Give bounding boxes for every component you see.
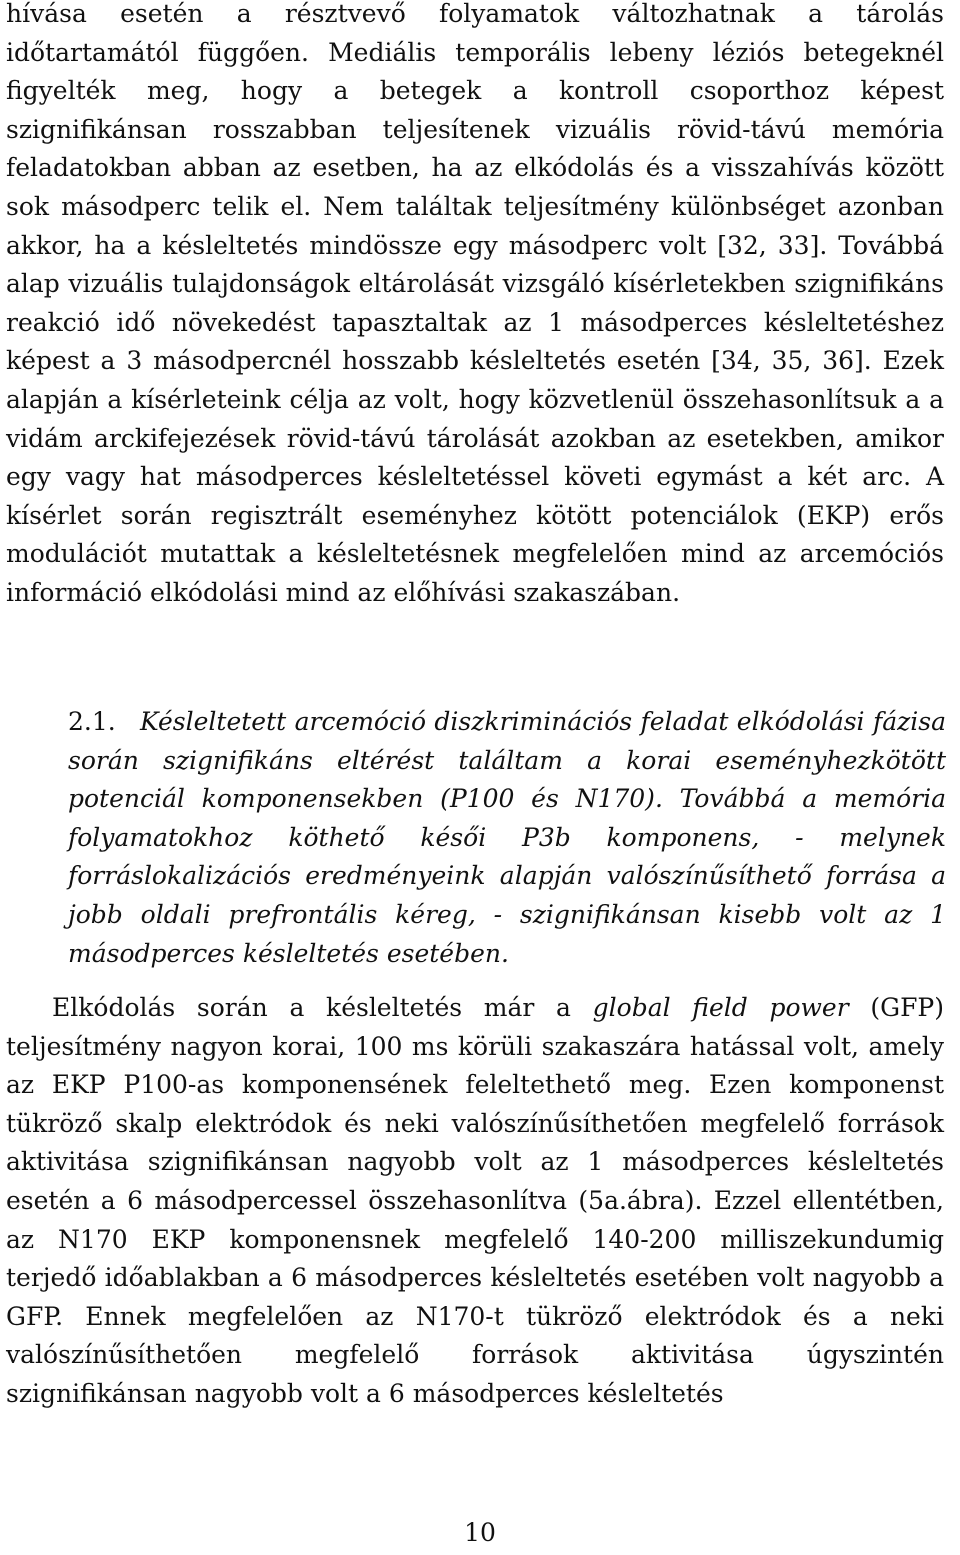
claim-text: Késleltetett arcemóció diszkriminációs feladat elkódolási fázisa során szignifikáns eltérést találtam a korai eseményhezkötött potenciál komponensekben (P100 és N170). Továbbá a memória folyamatokhoz köthető késői P3b komponens, - melynek forráslokalizációs eredményeink alapján valószínűsíthető forrása a jobb oldali prefrontális kéreg, - szignifikánsan kisebb volt az 1 másodperces késleltetés esetében. bbox=[68, 707, 946, 968]
page-number: 10 bbox=[464, 1518, 496, 1547]
paragraph-2-text-start: Elkódolás során a késleltetés már a bbox=[52, 993, 593, 1022]
body-paragraph-2 bbox=[6, 989, 944, 1414]
thesis-claim bbox=[68, 703, 946, 973]
claim-number: 2.1. bbox=[68, 707, 116, 736]
body-paragraph-1: hívása esetén a résztvevő folyamatok változhatnak a tárolás időtartamától függően. Mediális temporális lebeny léziós betegeknél figyelték meg, hogy a betegek a kontroll csoporthoz képest szignifikánsan rosszabban teljesítenek vizuális rövid-távú memória feladatokban abban az esetben, ha az elkódolás és a visszahívás között sok másodperc telik el. Nem találtak teljesítmény különbséget azonban akkor, ha a késleltetés mindössze egy másodperc volt [32, 33]. Továbbá alap vizuális tulajdonságok eltárolását vizsgáló kísérletekben szignifikáns reakció idő növekedést tapasztaltak az 1 másodperces késleltetéshez képest a 3 másodpercnél hosszabb késleltetés esetén [34, 35, 36]. Ezek alapján a kísérleteink célja az volt, hogy közvetlenül összehasonlítsuk a a vidám arckifejezések rövid-távú tárolását azokban az esetekben, amikor egy vagy hat másodperces késleltetéssel követi egymást a két arc. A kísérlet során regisztrált eseményhez kötött potenciálok (EKP) erős modulációt mutattak a késleltetésnek megfelelően mind az arcemóciós információ elkódolási mind az előhívási szakaszában. bbox=[6, 0, 944, 607]
paragraph-2-text-rest: (GFP) teljesítmény nagyon korai, 100 ms körüli szakaszára hatással volt, amely az EKP P100-as komponensének feleltethető meg. Ezen komponenst tükröző skalp elektródok és neki valószínűsíthetően megfelelő források aktivitása szignifikánsan nagyobb volt az 1 másodperces késleltetés esetén a 6 másodpercessel összehasonlítva (5a.ábra). Ezzel ellentétben, az N170 EKP komponensnek megfelelő 140-200 milliszekundumig terjedő időablakban a 6 másodperces késleltetés esetében volt nagyobb a GFP. Ennek megfelelően az N170-t tükröző elektródok és a neki valószínűsíthetően megfelelő források aktivitása úgyszintén szignifikánsan nagyobb volt a 6 másodperces késleltetés bbox=[6, 993, 945, 1408]
emphasized-term: global field power bbox=[592, 993, 849, 1022]
